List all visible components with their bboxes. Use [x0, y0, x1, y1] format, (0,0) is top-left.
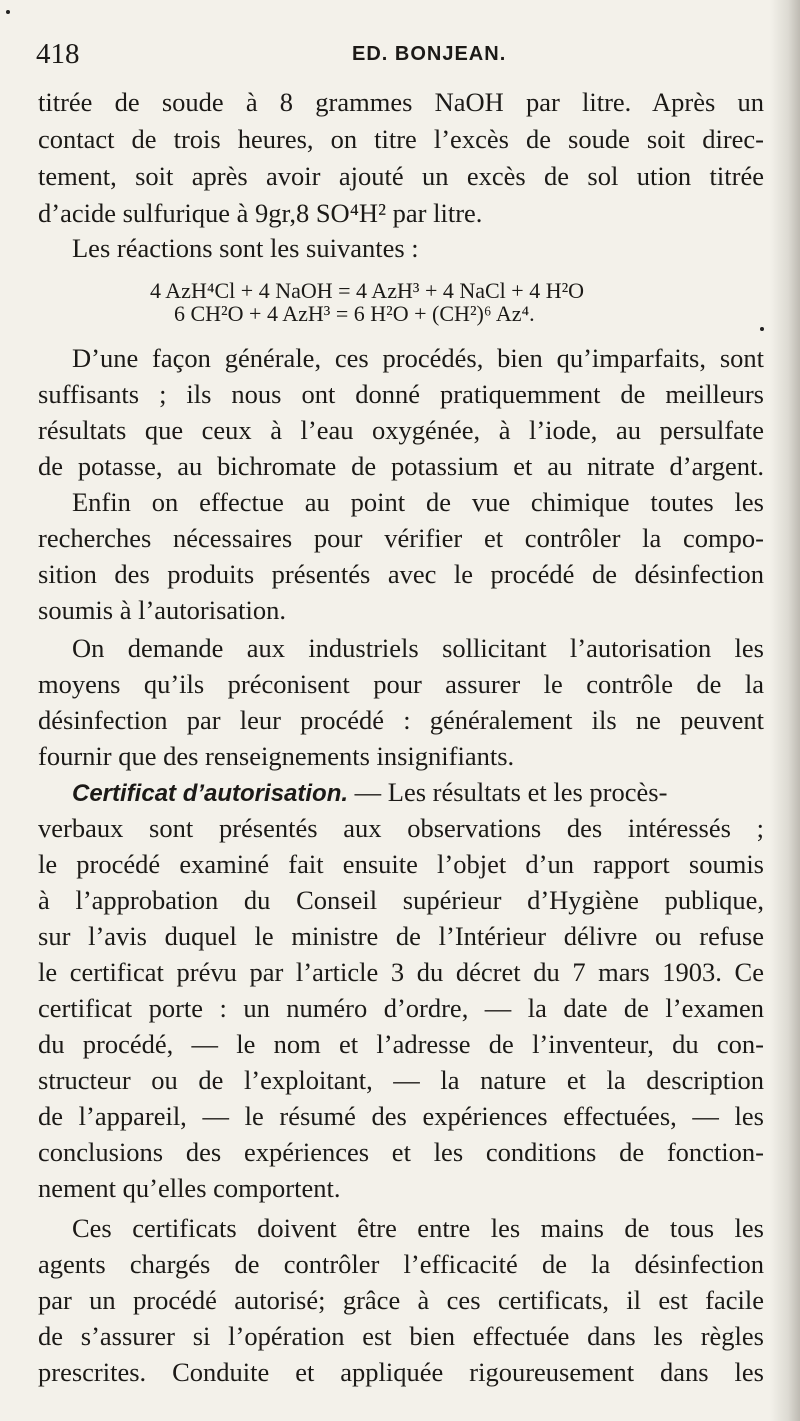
- text-line: contact de trois heures, on titre l’excès de soude soit direc-: [38, 124, 764, 154]
- page-number: 418: [36, 38, 80, 70]
- text-line: suffisants ; ils nous ont donné pratiquemment de meilleurs: [38, 379, 764, 409]
- heading-continuation: — Les résultats et les procès-: [354, 777, 668, 807]
- text-line: d’acide sulfurique à 9gr,8 SO⁴H² par litre.: [38, 198, 483, 228]
- text-line: verbaux sont présentés aux observations des intéressés ;: [38, 813, 764, 843]
- page-header: [36, 38, 766, 78]
- text-line: sition des produits présentés avec le procédé de désinfection: [38, 559, 764, 589]
- speck-mark: [760, 327, 764, 331]
- text-line: par un procédé autorisé; grâce à ces certificats, il est facile: [38, 1285, 764, 1315]
- text-line: D’une façon générale, ces procédés, bien qu’imparfaits, sont: [72, 343, 764, 373]
- text-line: Ces certificats doivent être entre les mains de tous les: [72, 1213, 764, 1243]
- text-line: moyens qu’ils préconisent pour assurer le contrôle de la: [38, 669, 764, 699]
- text-line: certificat porte : un numéro d’ordre, — la date de l’examen: [38, 993, 764, 1023]
- running-head: ED. BONJEAN.: [352, 43, 507, 65]
- text-line: conclusions des expériences et les conditions de fonction-: [38, 1137, 764, 1167]
- text-line: désinfection par leur procédé : généralement ils ne peuvent: [38, 705, 764, 735]
- text-line: nement qu’elles comportent.: [38, 1173, 341, 1203]
- text-line: de l’appareil, — le résumé des expériences effectuées, — les: [38, 1101, 764, 1131]
- text-line: soumis à l’autorisation.: [38, 595, 287, 625]
- text-line: Les réactions sont les suivantes :: [72, 233, 419, 263]
- equation-line: 4 AzH⁴Cl + 4 NaOH = 4 AzH³ + 4 NaCl + 4 H²O: [150, 278, 585, 303]
- text-line: tement, soit après avoir ajouté un excès de sol ution titrée: [38, 161, 764, 191]
- text-line: fournir que des renseignements insignifiants.: [38, 741, 515, 771]
- page-edge-shadow: [770, 0, 800, 1421]
- text-line: [72, 774, 764, 810]
- speck-mark: [6, 10, 10, 14]
- text-line: de s’assurer si l’opération est bien effectuée dans les règles: [38, 1321, 764, 1351]
- text-line: sur l’avis duquel le ministre de l’Intérieur délivre ou refuse: [38, 921, 764, 951]
- text-line: de potasse, au bichromate de potassium et au nitrate d’argent.: [38, 451, 764, 481]
- text-line: On demande aux industriels sollicitant l’autorisation les: [72, 633, 764, 663]
- equation-line: 6 CH²O + 4 AzH³ = 6 H²O + (CH²)⁶ Az⁴.: [174, 301, 535, 326]
- text-line: recherches nécessaires pour vérifier et contrôler la compo-: [38, 523, 764, 553]
- text-line: le certificat prévu par l’article 3 du décret du 7 mars 1903. Ce: [38, 957, 764, 987]
- text-line: structeur ou de l’exploitant, — la nature et la description: [38, 1065, 764, 1095]
- section-heading: Certificat d’autorisation.: [72, 780, 349, 807]
- text-line: prescrites. Conduite et appliquée rigoureusement dans les: [38, 1357, 764, 1387]
- text-line: du procédé, — le nom et l’adresse de l’inventeur, du con-: [38, 1029, 764, 1059]
- text-line: le procédé examiné fait ensuite l’objet d’un rapport soumis: [38, 849, 764, 879]
- text-line: agents chargés de contrôler l’efficacité de la désinfection: [38, 1249, 764, 1279]
- text-line: titrée de soude à 8 grammes NaOH par litre. Après un: [38, 87, 764, 117]
- text-line: à l’approbation du Conseil supérieur d’Hygiène publique,: [38, 885, 764, 915]
- text-line: Enfin on effectue au point de vue chimique toutes les: [72, 487, 764, 517]
- text-line: résultats que ceux à l’eau oxygénée, à l’iode, au persulfate: [38, 415, 764, 445]
